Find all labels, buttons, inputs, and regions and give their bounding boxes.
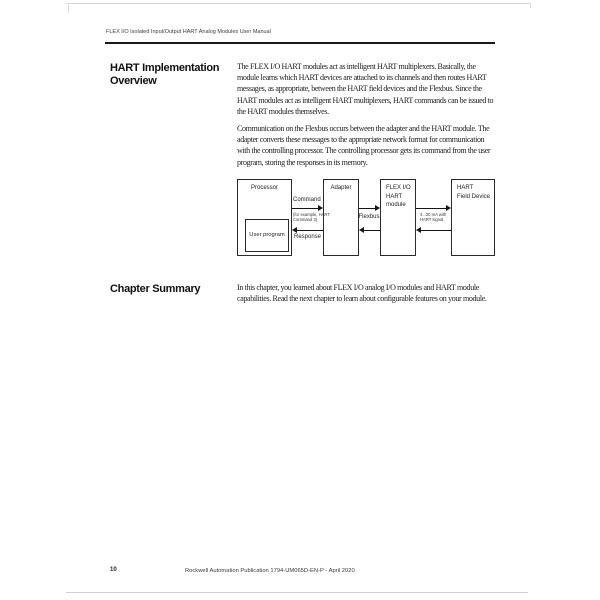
signal-note-line1: 4...20 mA with bbox=[420, 212, 447, 217]
user-program-box bbox=[245, 219, 289, 252]
flexbus-forward-arrow-line bbox=[359, 208, 375, 209]
command-note bbox=[293, 212, 330, 222]
signal-forward-arrow-line bbox=[416, 208, 446, 209]
paragraph: Communication on the Flexbus occurs between the adapter and the HART module. The adapter converts these messages to the appropriate network format for communication with the controlling processor. The controlling processor gets its command from the user program, storing the responses in its memory. bbox=[237, 124, 491, 167]
hart-overview-body bbox=[237, 61, 497, 174]
running-header-title: FLEX I/O Isolated Input/Output HART Analog Modules User Manual bbox=[106, 29, 271, 35]
field-device-label-line1: HART bbox=[457, 185, 474, 191]
page-edge-top-right bbox=[530, 3, 531, 8]
hart-field-device-box bbox=[451, 179, 495, 256]
flex-io-hart-module-box bbox=[380, 179, 416, 256]
field-device-label-line2: Field Device bbox=[457, 193, 491, 200]
hart-communication-diagram bbox=[237, 179, 495, 256]
processor-box-label: Processor bbox=[250, 185, 278, 191]
flex-label-line1: FLEX I/O bbox=[386, 185, 411, 191]
footer-page-number: 10 bbox=[110, 567, 117, 573]
user-program-label: User program bbox=[249, 232, 285, 239]
signal-return-arrow-line bbox=[421, 230, 451, 231]
response-arrow-line bbox=[297, 230, 323, 231]
page-edge-top bbox=[66, 3, 531, 4]
adapter-box-label: Adapter bbox=[330, 185, 352, 191]
flexbus-forward-arrowhead-icon bbox=[375, 205, 380, 211]
signal-forward-arrowhead-icon bbox=[446, 205, 451, 211]
processor-box bbox=[237, 179, 292, 256]
command-note-line1: (for example, HART bbox=[293, 212, 330, 217]
chapter-summary-body bbox=[237, 282, 497, 310]
flexbus-label: Flexbus bbox=[358, 214, 380, 220]
flexbus-return-arrow-line bbox=[364, 230, 380, 231]
signal-note bbox=[420, 212, 446, 222]
footer-publication: Rockwell Automation Publication 1794-UM065D-EN-P - April 2020 bbox=[185, 568, 355, 574]
flex-label-line3: module bbox=[386, 202, 406, 208]
page-edge-top-left bbox=[68, 3, 69, 13]
page-edge-bottom bbox=[66, 592, 528, 593]
command-note-line2: Command 3) bbox=[293, 217, 318, 222]
header-rule bbox=[105, 42, 495, 44]
command-arrow-line bbox=[292, 208, 318, 209]
section-heading-hart-implementation-overview: HART Implementation Overview bbox=[110, 62, 220, 87]
response-label: Response bbox=[294, 234, 322, 240]
flex-label-line2: HART bbox=[386, 193, 403, 200]
command-arrowhead-icon bbox=[318, 205, 323, 211]
paragraph: In this chapter, you learned about FLEX I/O analog I/O modules and HART module capabilities. Read the next chapter to learn about configurable features on your module. bbox=[237, 283, 487, 304]
flex-io-hart-module-label bbox=[381, 180, 415, 210]
signal-note-line2: HART signal bbox=[420, 217, 444, 222]
hart-field-device-label bbox=[452, 180, 494, 201]
section-heading-chapter-summary: Chapter Summary bbox=[110, 283, 201, 295]
command-label: Command bbox=[293, 197, 321, 203]
paragraph: The FLEX I/O HART modules act as intelligent HART multiplexers. Basically, the module learns which HART devices are attached to its channels and then routes HART messages, as appropriate, between the HART field devices and the Flexbus. Since the HART modules act as intelligent HART multiplexers, HART commands can be issued to the HART modules themselves. bbox=[237, 62, 494, 116]
